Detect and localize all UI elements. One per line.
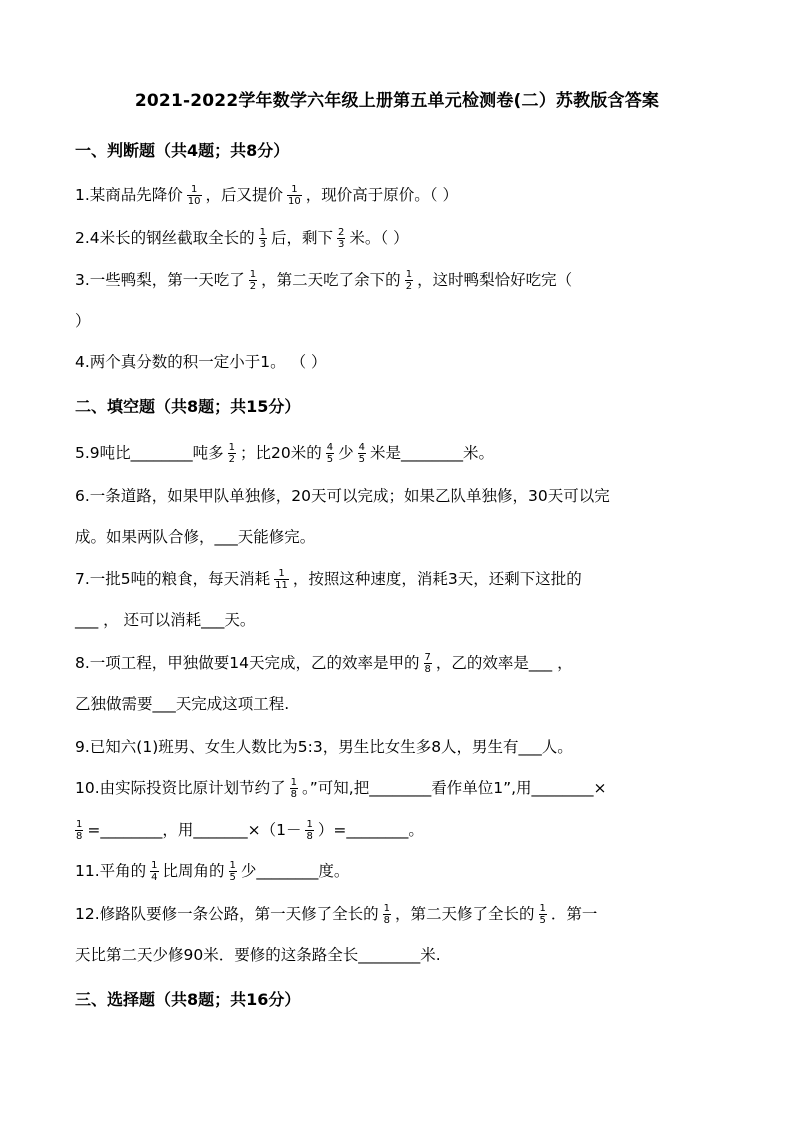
question-text: 后，剩下 (271, 229, 334, 247)
fraction-numerator: 1 (290, 777, 298, 788)
fraction-denominator: 8 (76, 831, 83, 842)
question-5 (75, 442, 494, 465)
question-text: ，后又提价 (205, 186, 284, 204)
fraction-numerator: 1 (249, 269, 257, 280)
section-heading-judgment: 一、判断题（共4题；共8分） (75, 141, 290, 160)
fraction-denominator: 8 (424, 664, 431, 675)
fraction (326, 442, 334, 465)
fraction-numerator: 1 (228, 442, 236, 453)
fraction-numerator: 2 (338, 227, 345, 238)
fraction-denominator: 3 (259, 239, 267, 250)
question-text: ，第二天修了全长的 (395, 905, 535, 923)
fraction (358, 442, 366, 465)
question-text: 5.9吨比________吨多 (75, 444, 224, 462)
question-8 (75, 652, 573, 675)
fraction-numerator: 1 (383, 903, 391, 914)
fraction (539, 903, 547, 926)
fraction-numerator: 1 (287, 184, 302, 196)
fraction-numerator: 1 (76, 819, 83, 830)
question-text: 比周角的 (162, 862, 225, 880)
question-6: 6.一条道路，如果甲队单独修，20天可以完成；如果乙队单独修，30天可以完 (75, 487, 610, 505)
fraction-denominator: 8 (306, 831, 313, 842)
question-2 (75, 227, 409, 250)
fraction-denominator: 2 (405, 281, 413, 292)
page-title: 2021-2022学年数学六年级上册第五单元检测卷(二）苏教版含答案 (134, 91, 660, 111)
fraction-denominator: 3 (338, 239, 345, 250)
fraction (150, 860, 158, 883)
question-8-continuation: 乙独做需要___天完成这项工程. (75, 695, 290, 713)
question-text: ，这时鸭梨恰好吃完（ (417, 271, 573, 289)
question-11 (75, 860, 349, 883)
question-text: ，现价高于原价。（ ） (305, 186, 458, 204)
question-text: 12.修路队要修一条公路，第一天修了全长的 (75, 905, 379, 923)
fraction-denominator: 10 (288, 196, 301, 207)
question-3-continuation: ） (75, 312, 91, 330)
fraction-denominator: 2 (228, 454, 236, 465)
fraction-numerator: 1 (229, 860, 236, 871)
fraction-numerator: 4 (326, 442, 334, 453)
fraction-denominator: 5 (326, 454, 334, 465)
fraction-numerator: 1 (539, 903, 546, 914)
fraction-numerator: 1 (306, 819, 313, 830)
question-text: ，按照这种速度，消耗3天，还剩下这批的 (292, 570, 582, 588)
question-10-continuation (75, 819, 424, 842)
question-text: 米是________米。 (370, 444, 495, 462)
fraction (75, 819, 83, 842)
fraction-numerator: 1 (151, 860, 158, 871)
fraction-denominator: 5 (358, 454, 366, 465)
fraction (187, 184, 202, 207)
fraction-numerator: 1 (274, 568, 289, 580)
fraction-denominator: 8 (383, 915, 391, 926)
question-text: 少 (338, 444, 354, 462)
question-text: 少________度。 (240, 862, 350, 880)
fraction (424, 652, 432, 675)
fraction-denominator: 10 (187, 196, 201, 207)
question-text: ）=________。 (317, 821, 424, 839)
fraction-numerator: 1 (259, 227, 267, 238)
section-heading-multiple-choice: 三、选择题（共8题；共16分） (75, 990, 301, 1009)
fraction (405, 269, 413, 292)
fraction (228, 442, 236, 465)
fraction (249, 269, 257, 292)
question-4: 4.两个真分数的积一定小于1。 （ ） (75, 353, 327, 371)
fraction-numerator: 1 (405, 269, 413, 280)
question-text: 3.一些鸭梨，第一天吃了 (75, 271, 245, 289)
question-1 (75, 184, 458, 207)
question-text: 11.平角的 (75, 862, 147, 880)
question-text: 7.一批5吨的粮食，每天消耗 (75, 570, 271, 588)
fraction-denominator: 2 (249, 281, 257, 292)
question-text: ，第二天吃了余下的 (261, 271, 401, 289)
question-12-continuation: 天比第二天少修90米．要修的这条路全长________米. (75, 946, 441, 964)
question-3 (75, 269, 572, 292)
question-text: 2.4米长的钢丝截取全长的 (75, 229, 255, 247)
question-text: 10.由实际投资比原计划节约了 (75, 779, 286, 797)
fraction (259, 227, 267, 250)
fraction (337, 227, 345, 250)
question-6-continuation: 成。如果两队合修，___天能修完。 (75, 528, 316, 546)
fraction-denominator: 5 (539, 915, 546, 926)
fraction (287, 184, 302, 207)
question-7 (75, 568, 582, 591)
section-heading-fill-blank: 二、填空题（共8题；共15分） (75, 397, 301, 416)
fraction-denominator: 5 (229, 872, 236, 883)
fraction (305, 819, 313, 842)
question-text: ，乙的效率是___ ， (435, 654, 573, 672)
fraction (290, 777, 298, 800)
fraction (229, 860, 237, 883)
fraction-denominator: 8 (290, 789, 298, 800)
fraction-numerator: 4 (358, 442, 366, 453)
fraction-denominator: 11 (275, 580, 288, 591)
question-12 (75, 903, 597, 926)
question-text: ；比20米的 (240, 444, 322, 462)
question-text: 米。（ ） (349, 229, 409, 247)
fraction-denominator: 4 (151, 872, 158, 883)
fraction-numerator: 1 (187, 184, 202, 196)
question-text: =________，用_______×（1－ (87, 821, 302, 839)
fraction-numerator: 7 (424, 652, 431, 663)
question-text: 8.一项工程，甲独做要14天完成，乙的效率是甲的 (75, 654, 420, 672)
question-text: 。”可知,把________看作单位1”,用________× (302, 779, 607, 797)
question-9: 9.已知六(1)班男、女生人数比为5:3，男生比女生多8人，男生有___人。 (75, 738, 573, 756)
fraction (274, 568, 289, 591)
fraction (383, 903, 391, 926)
question-text: ．第一 (550, 905, 598, 923)
question-10 (75, 777, 607, 800)
question-text: 1.某商品先降价 (75, 186, 183, 204)
question-7-continuation: ___ ， 还可以消耗___天。 (75, 611, 256, 629)
